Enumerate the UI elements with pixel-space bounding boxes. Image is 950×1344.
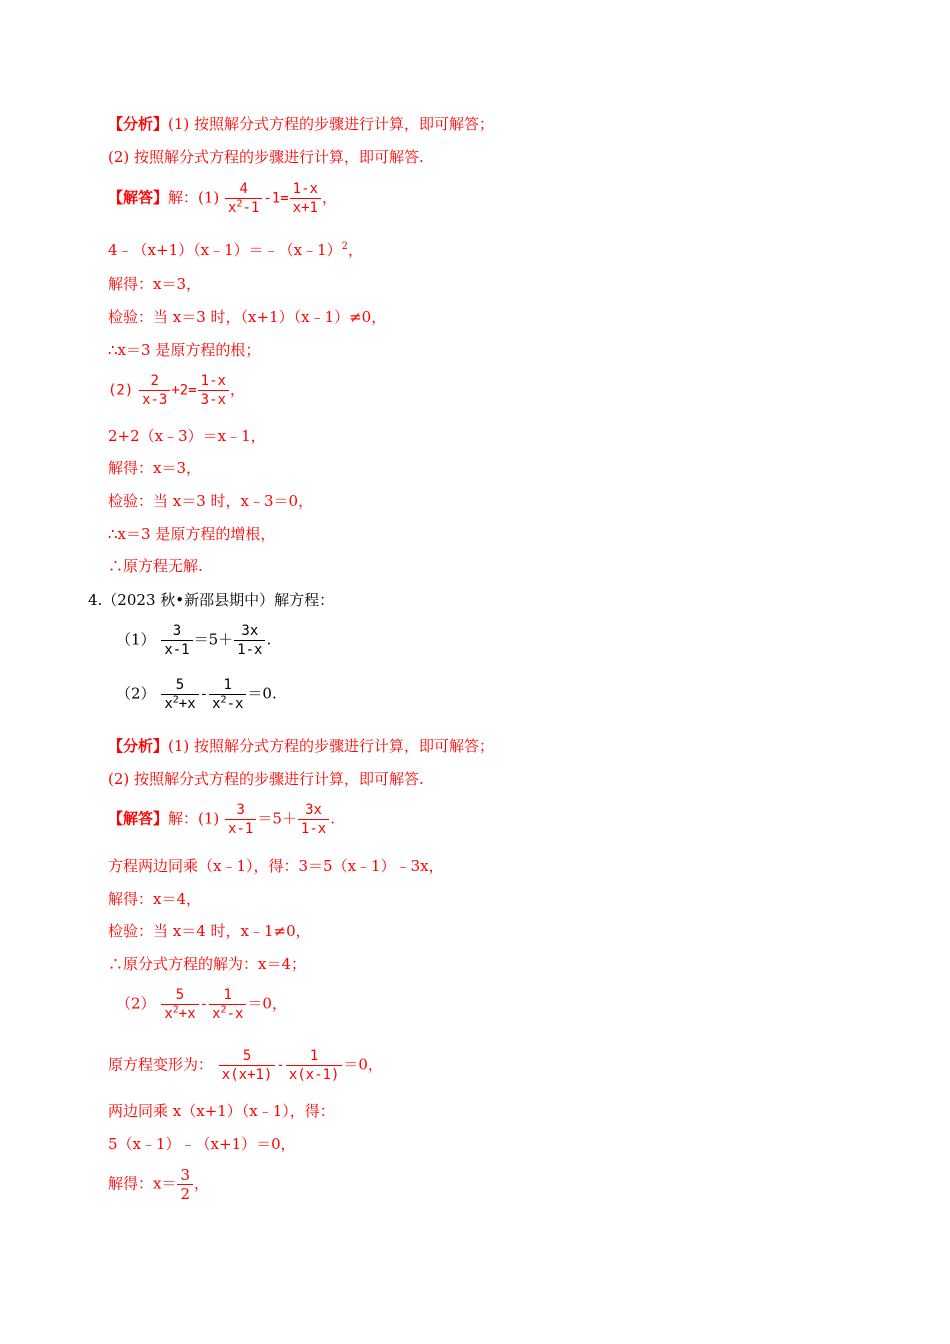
answer-equation-2 [108,372,245,409]
part-label: （1） [116,630,156,649]
numerator: 1-x [200,373,226,389]
analysis-line-2: (2) 按照解分式方程的步骤进行计算，即可解答. [108,148,424,166]
analysis-tag: 【分析】 [108,115,169,133]
answer-equation-1 [108,180,337,217]
denominator: $x^2+x$ [164,694,196,712]
step-line: 5（x﹣1）﹣（x+1）＝0， [108,1135,296,1153]
step-line: 2+2（x﹣3）＝x﹣1， [108,427,266,445]
denominator: $x^2-x$ [212,1004,244,1022]
answer-tag: 【解答】 [108,188,169,207]
problem-equation-1 [116,622,271,659]
punctuation: ＝0， [343,1055,383,1074]
check-line: 检验：当 x＝3 时，（x+1）（x﹣1）≠0， [108,308,387,326]
answer-equation-2 [116,986,287,1023]
fraction [209,986,246,1023]
analysis-line-1 [108,736,494,756]
step-line: 方程两边同乘（x﹣1），得：3＝5（x﹣1）﹣3x， [108,857,444,875]
transform-line [108,1047,383,1084]
denominator: x-3 [142,392,168,408]
operator: - [199,996,209,1013]
fraction [161,622,192,659]
fraction [290,180,321,217]
conclusion-line: ∴原分式方程的解为：x＝4； [108,955,307,973]
fraction [139,372,170,409]
denominator: 1-x [300,821,327,837]
analysis-text-1: (1) 按照解分式方程的步骤进行计算，即可解答； [168,737,495,755]
solve-line: 解得：x＝4， [108,890,202,908]
part-label: （2） [116,994,156,1013]
operator: ＝5＋ [193,630,234,649]
numerator: 3x [305,802,322,818]
denominator: x-1 [164,642,190,658]
denominator: $x^2+x$ [164,1004,196,1022]
analysis-tag: 【分析】 [108,737,169,755]
denominator: 1-x [237,642,263,658]
fraction [209,676,246,713]
operator: - [276,1057,285,1074]
fraction [219,1047,276,1084]
numerator: 5 [242,1048,252,1064]
numerator: 3 [236,802,245,818]
punctuation: . [266,630,272,649]
denominator: 3-x [200,392,226,408]
denominator: $x^2-x$ [212,694,244,712]
numerator: 5 [175,677,185,693]
solve-line: 解得：x＝3， [108,275,202,293]
fraction [286,1047,343,1084]
answer-prefix: 解：(1) [168,188,220,207]
multiply-line: 两边同乘 x（x+1）（x﹣1），得： [108,1102,335,1120]
operator: -1= [263,190,289,207]
numerator: 1 [223,677,232,693]
conclusion-line: ∴x＝3 是原方程的增根， [108,525,276,543]
problem-equation-2 [116,676,277,713]
analysis-line-1 [108,114,494,134]
punctuation: ＝0. [247,684,277,703]
part-label: （2） [116,684,156,703]
operator: +2= [171,382,197,399]
solve-line: 解得：x＝3， [108,459,202,477]
check-line: 检验：当 x＝3 时，x﹣3＝0， [108,492,314,510]
step-line: 4﹣（x+1）（x﹣1）＝﹣（x﹣1）$^2$， [108,241,364,259]
numerator: 3 [180,1166,191,1184]
answer-equation-1 [108,801,335,838]
numerator: 4 [239,181,248,197]
fraction [225,180,262,217]
punctuation: ＝0， [247,994,287,1013]
analysis-line-2: (2) 按照解分式方程的步骤进行计算，即可解答. [108,770,424,788]
check-line: 检验：当 x＝4 时，x﹣1≠0， [108,922,311,940]
solve-label: 解得：x＝ [108,1174,177,1193]
denominator: 2 [180,1185,191,1203]
fraction [225,801,256,838]
operator: ＝5＋ [257,809,297,828]
analysis-text-1: (1) 按照解分式方程的步骤进行计算，即可解答； [168,115,495,133]
denominator: x(x+1) [221,1067,273,1083]
part-label: (2) [108,382,134,399]
conclusion-line: ∴x＝3 是原方程的根； [108,341,261,359]
numerator: 5 [175,987,185,1003]
numerator: 2 [150,373,159,389]
fraction [161,676,198,713]
answer-prefix: 解：(1) [168,809,220,828]
numerator: 1-x [292,181,318,197]
answer-tag: 【解答】 [108,809,169,828]
fraction [198,372,229,409]
solve-line-final [108,1166,209,1203]
denominator: $x^2-1$ [228,198,260,216]
transform-label: 原方程变形为： [108,1055,214,1074]
fraction [234,622,265,659]
problem-heading: 4.（2023 秋•新邵县期中）解方程： [88,591,335,609]
fraction [161,986,198,1023]
punctuation: ， [194,1174,210,1193]
denominator: x-1 [228,821,254,837]
numerator: 1 [223,987,232,1003]
denominator: x+1 [292,200,318,216]
fraction [177,1166,193,1203]
numerator: 3x [241,623,259,639]
punctuation: ， [321,188,337,207]
fraction [298,801,329,838]
numerator: 3 [172,623,182,639]
conclusion-line: ∴原方程无解. [108,557,203,575]
punctuation: . [330,809,335,828]
punctuation: ， [229,380,245,399]
operator: - [199,686,209,703]
denominator: x(x-1) [288,1067,340,1083]
numerator: 1 [309,1048,319,1064]
